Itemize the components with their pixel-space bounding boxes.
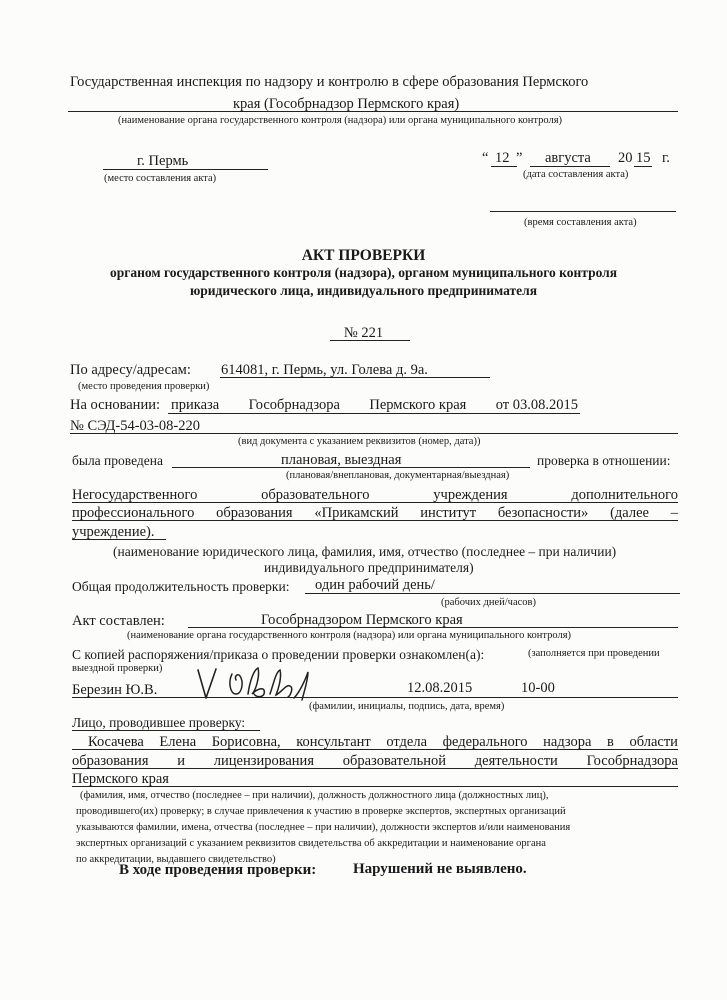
inspector-line3: Пермского края	[72, 771, 169, 787]
act-subtitle-line2: юридического лица, индивидуального предпринимателя	[189, 283, 538, 298]
basis-caption: (вид документа с указанием реквизитов (номер, дата))	[238, 436, 481, 447]
inspector-label-underline	[72, 730, 260, 731]
basis-word: Гособрнадзора	[248, 397, 340, 413]
duration-label: Общая продолжительность проверки:	[72, 579, 290, 594]
date-day-underline	[491, 166, 517, 167]
act-number: № 221	[343, 325, 384, 341]
basis-line2-underline	[70, 433, 678, 434]
date-year-unit: г.	[662, 150, 670, 166]
date-year-prefix: 20	[618, 150, 633, 166]
org-name-line1: Государственная инспекция по надзору и контролю в сфере образования Пермского	[70, 74, 589, 90]
duration-underline	[305, 593, 680, 594]
inspector-word: образования	[72, 753, 149, 769]
address-value: 614081, г. Пермь, ул. Голева д. 9а.	[221, 362, 428, 378]
conducted-caption: (плановая/внеплановая, документарная/выездная)	[286, 470, 510, 481]
conducted-suffix: проверка в отношении:	[537, 453, 671, 468]
date-year-underline	[634, 166, 652, 167]
inspector-word: отдела	[386, 734, 428, 750]
basis-word: от 03.08.2015	[495, 397, 578, 413]
entity-word: –	[670, 505, 678, 521]
acquainted-name: Березин Ю.В.	[72, 682, 158, 698]
duration-value: один рабочий день/	[315, 577, 435, 593]
acquainted-note2: выездной проверки)	[72, 663, 163, 674]
address-label: По адресу/адресам:	[70, 362, 191, 378]
entity-line2-underline	[72, 520, 678, 521]
org-name-line2: края (Гособрнадзор Пермского края)	[233, 96, 460, 112]
inspector-word: деятельности	[474, 753, 558, 769]
inspector-word: Гособрнадзора	[586, 753, 678, 769]
inspector-caption-line: экспертных организаций с указанием реквизитов свидетельства об аккредитации и наименование органа	[76, 838, 546, 849]
entity-caption1: (наименование юридического лица, фамилия, имя, отчество (последнее – при наличии)	[113, 544, 617, 559]
entity-line3: учреждение).	[72, 524, 155, 540]
date-month: августа	[545, 150, 591, 166]
entity-word: дополнительного	[571, 487, 678, 503]
org-caption: (наименование органа государственного контроля (надзора) или органа муниципального контроля)	[118, 115, 563, 126]
inspector-word: федерального	[442, 734, 528, 750]
inspector-word: области	[629, 734, 678, 750]
compiled-caption: (наименование органа государственного контроля (надзора) или органа муниципального контроля)	[127, 630, 572, 641]
basis-word: приказа	[171, 397, 220, 413]
inspector-line2	[72, 754, 678, 769]
date-quote-open: “	[482, 150, 489, 166]
date-year-suffix: 15	[636, 150, 651, 166]
inspector-word: надзора	[543, 734, 592, 750]
date-month-underline	[530, 166, 610, 167]
inspector-word: образовательной	[342, 753, 447, 769]
act-number-underline	[330, 340, 410, 341]
conducted-label: была проведена	[72, 453, 163, 468]
city-caption: (место составления акта)	[104, 173, 217, 184]
entity-word: институт	[420, 505, 477, 521]
inspector-line1-underline	[72, 749, 678, 750]
inspector-caption-line: проводившего(их) проверку; в случае привлечения к участию в проверке экспертов, экспертных организаций	[76, 806, 566, 817]
time-caption: (время составления акта)	[524, 217, 637, 228]
entity-line3-underline	[72, 539, 166, 540]
date-day: 12	[495, 150, 510, 166]
basis-word: Пермского края	[369, 397, 467, 413]
entity-word: образовательного	[261, 487, 370, 503]
entity-word: Негосударственного	[72, 487, 198, 503]
city-underline	[103, 169, 268, 170]
conducted-value: плановая, выездная	[281, 452, 402, 468]
inspector-line1	[88, 735, 678, 750]
date-quote-close: ”	[516, 150, 523, 166]
org-underline	[68, 111, 678, 112]
result-label: В ходе проведения проверки:	[119, 862, 317, 878]
inspector-caption-line: (фамилия, имя, отчество (последнее – при наличии), должность должностного лица (должностных лиц),	[80, 790, 549, 801]
compiled-label: Акт составлен:	[72, 613, 165, 629]
inspector-word: консультант	[296, 734, 371, 750]
entity-line1-underline	[72, 502, 678, 503]
basis-label: На основании:	[70, 397, 160, 413]
entity-word: профессионального	[72, 505, 195, 521]
acquainted-date: 12.08.2015	[407, 680, 473, 696]
act-subtitle-line1: органом государственного контроля (надзора), органом муниципального контроля	[109, 265, 618, 280]
inspector-word: в	[607, 734, 614, 750]
compiled-underline	[188, 627, 678, 628]
acquainted-underline	[72, 697, 678, 698]
inspector-word: Косачева	[88, 734, 144, 750]
entity-line1	[72, 488, 678, 503]
entity-word: (далее	[610, 505, 649, 521]
address-underline	[220, 377, 490, 378]
signature	[196, 664, 330, 706]
basis-line2: № СЭД-54-03-08-220	[70, 418, 200, 434]
inspector-caption-line: указываются фамилии, имена, отчества (последнее – при наличии), должности экспертов и/или наименования	[76, 822, 571, 833]
inspector-word: и	[177, 753, 186, 769]
entity-word: «Прикамский	[314, 505, 399, 521]
date-caption: (дата составления акта)	[523, 169, 629, 180]
inspector-line2-underline	[72, 768, 678, 769]
conducted-underline	[172, 467, 530, 468]
entity-word: безопасности»	[497, 505, 589, 521]
inspector-word: Елена	[159, 734, 197, 750]
compiled-value: Гособрнадзором Пермского края	[261, 612, 463, 628]
inspector-caption-line: по аккредитации, выдавшего свидетельство)	[76, 854, 276, 865]
act-title: АКТ ПРОВЕРКИ	[301, 247, 426, 264]
entity-caption2: индивидуального предпринимателя)	[264, 560, 474, 575]
acquainted-time: 10-00	[521, 680, 555, 696]
inspector-label: Лицо, проводившее проверку:	[72, 715, 246, 730]
entity-word: учреждения	[433, 487, 508, 503]
time-underline	[490, 211, 676, 212]
acquainted-note1: (заполняется при проведении	[528, 648, 660, 659]
entity-line2	[72, 506, 678, 521]
basis-underline	[168, 413, 580, 414]
city: г. Пермь	[137, 153, 189, 169]
inspector-word: Борисовна,	[211, 734, 281, 750]
acquainted-caption: (фамилии, инициалы, подпись, дата, время)	[309, 701, 505, 712]
inspector-word: лицензирования	[213, 753, 314, 769]
acquainted-text: С копией распоряжения/приказа о проведении проверки ознакомлен(а):	[72, 647, 485, 662]
basis-text	[171, 398, 578, 413]
address-caption: (место проведения проверки)	[78, 381, 210, 392]
duration-caption: (рабочих дней/часов)	[441, 597, 536, 608]
inspector-line3-underline	[72, 786, 678, 787]
result-value: Нарушений не выявлено.	[353, 861, 527, 877]
entity-word: образования	[216, 505, 293, 521]
